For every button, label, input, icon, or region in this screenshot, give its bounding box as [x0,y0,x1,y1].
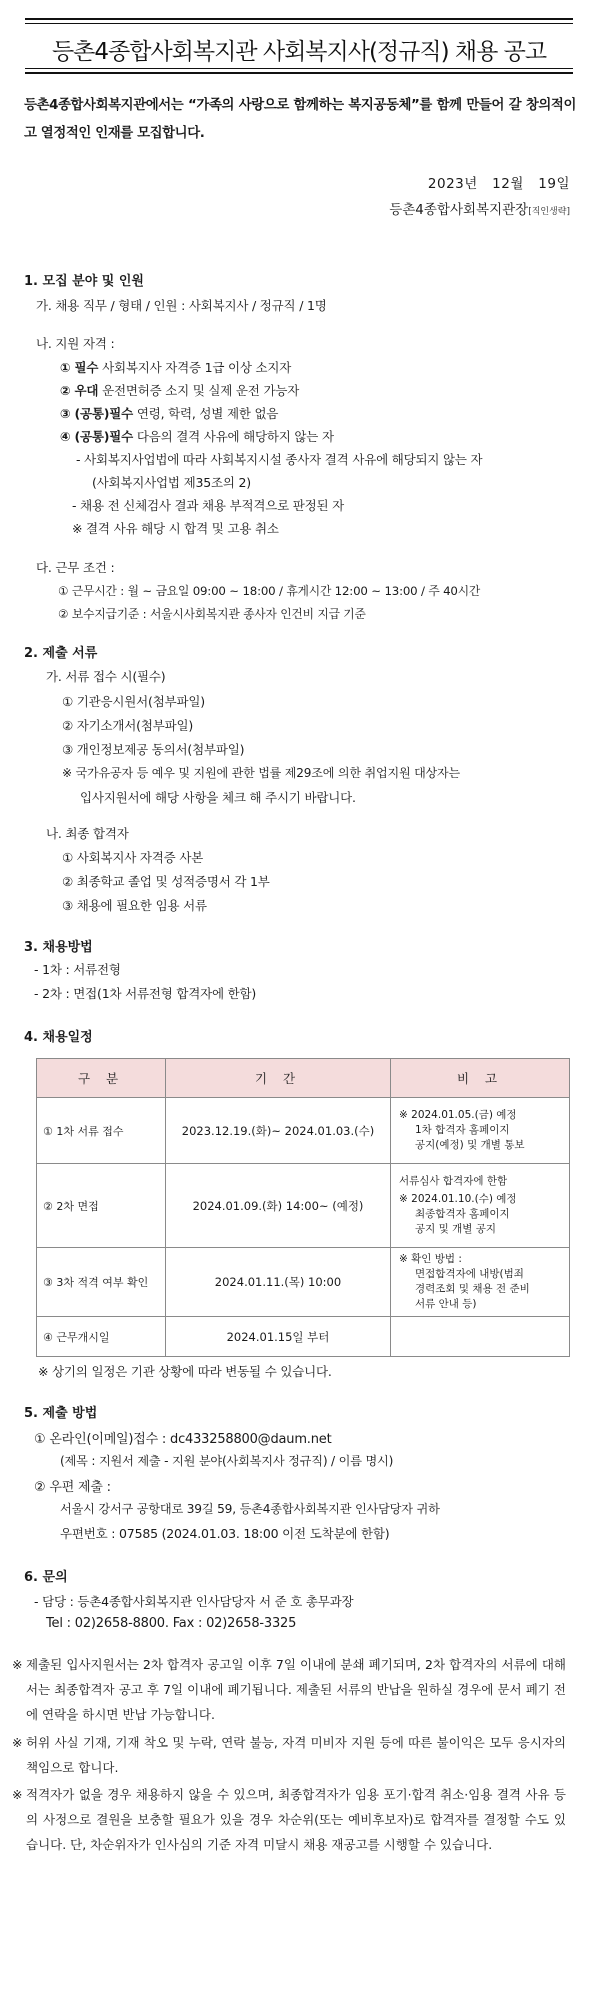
header-period: 기 간 [166,1059,391,1098]
section-2-heading: 2. 제출 서류 [24,646,98,661]
remark-line: ※ 2024.01.05.(금) 예정 [399,1109,517,1121]
row-remarks [391,1098,570,1164]
remark-line: 서류 안내 등) [415,1298,477,1310]
row-period: 2023.12.19.(화)~ 2024.01.03.(수) [166,1098,391,1164]
s5-mail-address: 서울시 강서구 공항대로 39길 59, 등촌4종합사회복지관 인사담당자 귀하 [60,1502,440,1516]
row-step: ② 2차 면접 [37,1164,166,1248]
remark-line: 1차 합격자 홈페이지 [415,1124,510,1136]
remark-line: 서류심사 합격자에 한함 [399,1175,508,1187]
section-3-heading: 3. 채용방법 [24,940,93,955]
remark-line: 최종합격자 홈페이지 [415,1208,510,1220]
row-period: 2024.01.09.(화) 14:00~ (예정) [166,1164,391,1248]
row-period: 2024.01.11.(목) 10:00 [166,1248,391,1317]
note-1-text: 제출된 입사지원서는 2차 합격자 공고일 이후 7일 이내에 분쇄 폐기되며, 2차 합격자의 서류에 대해서는 최종합격자 공고 후 7일 이내에 폐기됩니다. 제출된 서류의 반납을 원하실 경우에 문서 폐기 전에 연락을 하시면 반납 가능합니다. [26,1657,566,1722]
s2-doc-3: ③ 개인정보제공 동의서(첨부파일) [62,742,245,757]
s2-doc-2: ② 자기소개서(첨부파일) [62,718,194,733]
s6-phone-fax: Tel : 02)2658-8800. Fax : 02)2658-3325 [46,1616,297,1631]
s1-qual-1 [60,358,291,376]
s2-doc-1: ① 기관응시원서(첨부파일) [62,694,205,709]
remark-line: 공지 및 개별 공지 [415,1223,497,1235]
s5-postal-code: 우편번호 : 07585 (2024.01.03. 18:00 이전 도착분에 한함) [60,1526,390,1541]
intro-quote: “가족의 사랑으로 함께하는 복지공동체” [188,98,420,113]
remark-line: 경력조회 및 채용 전 준비 [415,1283,530,1295]
s1-qual-2-tag: ② 우대 [60,383,99,398]
section-1-heading: 1. 모집 분야 및 인원 [24,274,144,289]
section-6-heading: 6. 문의 [24,1570,68,1585]
s2-final-1: ① 사회복지사 자격증 사본 [62,850,204,865]
row-step: ① 1차 서류 접수 [37,1098,166,1164]
s1-qual-4-text: 다음의 결격 사유에 해당하지 않는 자 [133,429,334,444]
table-row [37,1317,570,1357]
page-title: 등촌4종합사회복지관 사회복지사(정규직) 채용 공고 [51,39,547,65]
table-row [37,1248,570,1317]
s2-na: 나. 최종 합격자 [46,826,129,841]
section-4-heading: 4. 채용일정 [24,1030,93,1045]
table-row [37,1164,570,1248]
s1-pay-standard: ② 보수지급기준 : 서울시사회복지관 종사자 인건비 지급 기준 [58,607,366,621]
note-2-text: 허위 사실 기재, 기재 착오 및 누락, 연락 불능, 자격 미비자 지원 등에 따른 불이익은 모두 응시자의 책임으로 합니다. [26,1735,566,1775]
seal-omitted-label: [직인생략] [528,207,570,217]
s1-qual-2-text: 운전면허증 소지 및 실제 운전 가능자 [98,383,300,398]
s1-qual-4 [60,427,334,445]
remark-line: ※ 2024.01.10.(수) 예정 [399,1193,517,1205]
s2-final-2: ② 최종학교 졸업 및 성적증명서 각 1부 [62,874,270,889]
intro-text-1: 등촌4종합사회복지관에서는 [24,98,184,113]
s1-qual-4-sub-2: - 채용 전 신체검사 결과 채용 부적격으로 판정된 자 [72,498,344,513]
schedule-header-row [37,1059,570,1098]
s5-email-label: ① 온라인(이메일)접수 : dc433258800@daum.net [34,1432,332,1447]
note-mark: ※ [12,1787,23,1802]
note-1 [12,1652,566,1727]
note-3 [12,1782,566,1857]
s1-ga: 가. 채용 직무 / 형태 / 인원 : 사회복지사 / 정규직 / 1명 [36,298,327,313]
s2-note-2: 입사지원서에 해당 사항을 체크 해 주시기 바랍니다. [80,790,356,805]
s3-round-1: - 1차 : 서류전형 [34,962,121,977]
s6-contact-person: - 담당 : 등촌4종합사회복지관 인사담당자 서 준 호 총무과장 [34,1594,354,1609]
row-period: 2024.01.15일 부터 [166,1317,391,1357]
s1-qual-4-sub-3: ※ 결격 사유 해당 시 합격 및 고용 취소 [72,521,279,536]
s1-qual-1-tag: ① 필수 [60,360,99,375]
header-remarks: 비 고 [391,1059,570,1098]
title-box [25,18,573,74]
note-mark: ※ [12,1657,23,1672]
schedule-table [36,1058,570,1357]
s1-qual-3-text: 연령, 학력, 성별 제한 없음 [133,406,279,421]
organization-name: 등촌4종합사회복지관장 [389,202,529,218]
header-category: 구 분 [37,1059,166,1098]
s1-qual-3 [60,404,278,422]
intro-paragraph [24,92,576,148]
s2-final-3: ③ 채용에 필요한 임용 서류 [62,898,207,913]
s1-qual-2 [60,381,299,399]
row-remarks [391,1317,570,1357]
s1-qual-4-tag: ④ (공통)필수 [60,429,134,444]
s1-qual-4-sub-1b: (사회복지사업법 제35조의 2) [92,475,251,490]
remark-line: ※ 확인 방법 : [399,1253,462,1265]
row-step: ④ 근무개시일 [37,1317,166,1357]
section-5-heading: 5. 제출 방법 [24,1406,98,1421]
s1-qual-1-text: 사회복지사 자격증 1급 이상 소지자 [98,360,292,375]
s2-note-1: ※ 국가유공자 등 예우 및 지원에 관한 법률 제29조에 의한 취업지원 대상자는 [62,766,461,780]
notice-date: 2023년 12월 19일 [427,176,570,192]
note-2 [12,1730,566,1780]
note-mark: ※ [12,1735,23,1750]
s2-ga: 가. 서류 접수 시(필수) [46,669,166,684]
s5-mail-method: ② 우편 제출 : [34,1480,111,1495]
s1-qual-3-tag: ③ (공통)필수 [60,406,134,421]
s1-da: 다. 근무 조건 : [36,560,115,575]
s1-qual-4-sub-1: - 사회복지사업법에 따라 사회복지시설 종사자 결격 사유에 해당되지 않는 자 [76,452,483,467]
s5-email-subject: (제목 : 지원서 제출 - 지원 분야(사회복지사 정규직) / 이름 명시) [60,1454,394,1468]
s5-email-method [34,1428,331,1447]
intro-text-2: 를 함께 만들어 갈 창의적이고 열정적인 인재를 모집합니다. [24,98,577,141]
row-step: ③ 3차 적격 여부 확인 [37,1248,166,1317]
note-3-text: 적격자가 없을 경우 채용하지 않을 수 있으며, 최종합격자가 임용 포기·합격 취소·임용 결격 사유 등의 사정으로 결원을 보충할 필요가 있을 경우 차순위(또는 예비후보자)로 합격자를 결정할 수도 있습니다. 단, 차순위자가 인사심의 기준 자격 미달시 채용 재공고를 시행할 수 있습니다. [26,1787,566,1852]
s1-work-hours: ① 근무시간 : 월 ~ 금요일 09:00 ~ 18:00 / 휴게시간 12:00 ~ 13:00 / 주 40시간 [58,584,481,598]
row-remarks [391,1164,570,1248]
remark-line: 면접합격자에 내방(범죄 [415,1268,524,1280]
remark-line: 공지(예정) 및 개별 통보 [415,1139,525,1151]
table-row [37,1098,570,1164]
organization-signature [389,198,570,218]
row-remarks [391,1248,570,1317]
s1-na: 나. 지원 자격 : [36,336,115,351]
s3-round-2: - 2차 : 면접(1차 서류전형 합격자에 한함) [34,986,257,1001]
schedule-footnote: ※ 상기의 일정은 기관 상황에 따라 변동될 수 있습니다. [38,1364,332,1379]
